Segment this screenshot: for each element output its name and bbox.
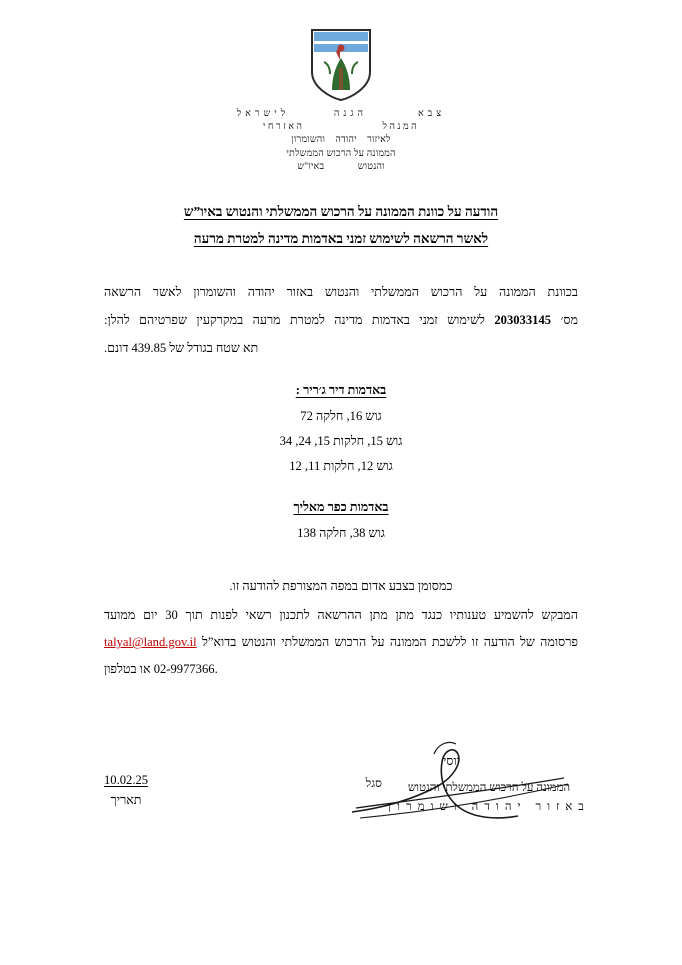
objection-line-2 xyxy=(104,629,578,656)
objection-line-3 xyxy=(104,656,578,683)
letterhead-line-1: צבא הגנה לישראל xyxy=(236,109,446,119)
intro-line-2 xyxy=(104,306,578,334)
parcel-line: גוש 38, חלקה 138 xyxy=(297,526,385,540)
parcel-line: גוש 12, חלקות 11, 12 xyxy=(289,459,393,473)
objection-line-2-text: פרסומה של הודעה זו ללשכת הממונה על הרכוש הממשלתי והנטוש בדוא”ל xyxy=(201,635,578,649)
letterhead-line-5: והנטוש באיו"ש xyxy=(297,161,385,172)
authorization-number: 203033145 xyxy=(494,313,552,327)
document-body xyxy=(104,278,578,600)
parcel-line: גוש 15, חלקות 15, 24, 34 xyxy=(279,434,403,448)
date-label: תאריך xyxy=(110,793,142,807)
title-line-2: לאשר הרשאה לשימוש זמני באדמות מדינה למטרת מרעה xyxy=(193,231,489,246)
intro-line-2-prefix: מס׳ xyxy=(551,313,579,327)
idf-civil-administration-emblem-icon xyxy=(310,28,372,102)
document-title xyxy=(0,198,682,252)
section-heading-1: באדמות דיר ג׳ריר : xyxy=(295,383,387,397)
parcel-line: גוש 16, חלקה 72 xyxy=(300,409,382,423)
title-line-1: הודעה על כוונת הממונה על הרכוש הממשלתי והנטוש באיו”ש xyxy=(183,204,499,219)
intro-line-2-suffix: לשימוש זמני באדמות מדינה למטרת מרעה במקרקעין שפרטיהם להלן: xyxy=(104,313,495,327)
letterhead-line-4: הממונה על הרכוש הממשלתי xyxy=(286,148,396,159)
signatory-role xyxy=(384,778,594,816)
phone-suffix: . xyxy=(214,662,218,676)
objection-line-1: המבקש להשמיע טענותיו כנגד מתן מתן ההרשאה לתכנון רשאי לפנות תוך 30 יום ממועד xyxy=(104,608,578,622)
objection-paragraph xyxy=(104,602,578,683)
signature-area xyxy=(0,740,682,860)
signatory-role-line-2: באזור יהודה ושומרון xyxy=(388,800,590,813)
phone-prefix: או בטלפון xyxy=(104,662,154,676)
email-link[interactable]: talyal@land.gov.il xyxy=(104,635,197,649)
signatory-role-line-1: הממונה על הרכוש הממשלתי והנטוש xyxy=(407,781,571,794)
letterhead xyxy=(0,108,682,174)
signature-stamp-text: סגל xyxy=(365,776,382,790)
intro-line-3: תא שטח בגודל של 439.85 דונם. xyxy=(104,341,259,355)
letterhead-line-3: לאיזור יהודה והשומרון xyxy=(291,135,391,146)
emblem-container xyxy=(0,28,682,102)
intro-line-1: בכוונת הממונה על הרכוש הממשלתי והנטוש באזור יהודה והשומרון לאשר הרשאה xyxy=(104,285,578,299)
letterhead-line-2: המנהל האזרחי xyxy=(262,122,420,133)
section-heading-2: באדמות כפר מאליך xyxy=(293,500,389,514)
phone-number: 02-9977366 xyxy=(153,662,215,676)
map-note: כמסומן בצבע אדום במפה המצורפת להודעה זו. xyxy=(229,579,453,593)
signatory-name: יוסי xyxy=(443,754,460,768)
date-block xyxy=(104,770,148,810)
date-value: 10.02.25 xyxy=(104,773,149,787)
